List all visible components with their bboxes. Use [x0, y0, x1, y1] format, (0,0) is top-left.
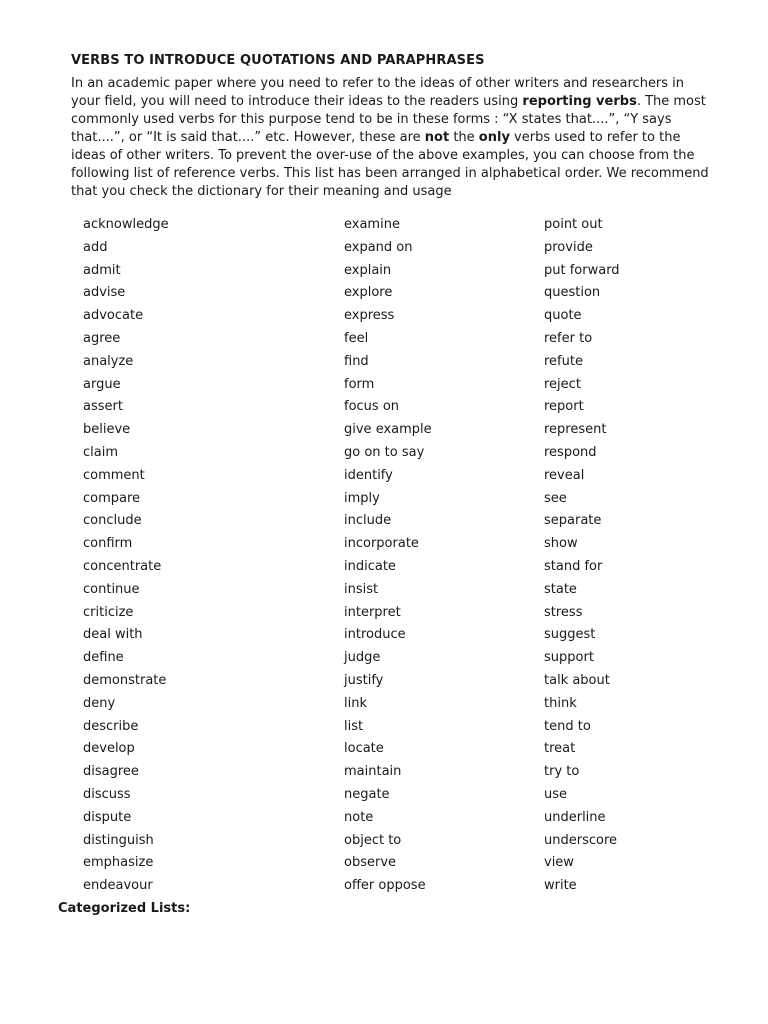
verb-item: dispute	[83, 809, 132, 825]
verb-item: explore	[344, 285, 393, 301]
intro-text-2: . The most commonly used verbs for this purpose tend to be in these forms : “X states that....”, “Y says that....”, or “It is said that....” etc. However, these are	[71, 94, 706, 145]
verb-item: identify	[344, 467, 393, 483]
verb-item: criticize	[83, 604, 134, 620]
verb-item: distinguish	[83, 832, 154, 848]
intro-bold-reporting-verbs: reporting verbs	[522, 94, 637, 109]
verb-item: question	[544, 285, 601, 301]
verb-item: list	[344, 718, 364, 734]
verb-item: express	[344, 308, 395, 324]
verb-item: imply	[344, 490, 380, 506]
intro-bold-not: not	[424, 130, 450, 145]
verb-item: point out	[544, 217, 603, 232]
verb-item: agree	[83, 330, 121, 346]
verb-item: develop	[83, 741, 135, 757]
verb-item: tend to	[544, 718, 591, 734]
verb-item: advise	[83, 285, 126, 301]
verb-item: treat	[544, 741, 576, 757]
verb-item: offer oppose	[344, 878, 426, 894]
verb-item: form	[344, 376, 375, 392]
verb-item: report	[544, 399, 584, 415]
intro-text-1: In an academic paper where you need to refer to the ideas of other writers and researchers in your field, you will need to introduce their ideas to the readers using	[71, 76, 685, 109]
intro-text-3: the	[449, 130, 479, 145]
verb-item: stress	[544, 604, 583, 620]
verb-item: confirm	[83, 536, 133, 552]
verb-item: observe	[344, 855, 397, 871]
verb-item: talk about	[544, 672, 610, 688]
verb-item: note	[344, 809, 374, 825]
verb-item: insist	[344, 581, 379, 597]
verb-item: separate	[544, 513, 602, 529]
verb-item: represent	[544, 422, 607, 438]
verb-item: disagree	[83, 764, 139, 780]
verb-item: endeavour	[83, 878, 153, 894]
verb-item: give example	[344, 422, 432, 438]
verb-column-3	[544, 214, 620, 898]
verb-item: reject	[544, 376, 581, 392]
verb-item: include	[344, 513, 392, 529]
categorized-lists-heading: Categorized Lists:	[58, 901, 191, 916]
verb-item: comment	[83, 467, 145, 483]
verb-item: stand for	[544, 558, 603, 574]
verb-column-2	[344, 214, 432, 898]
verb-item: introduce	[344, 627, 406, 643]
verb-item: examine	[344, 217, 400, 232]
verb-item: state	[544, 581, 577, 597]
intro-text-4: verbs used to refer to the ideas of other writers. To prevent the over-use of the above examples, you can choose from the following list of reference verbs. This list has been arranged in alphabetical order. We recommend that you check the dictionary for their meaning and usage	[71, 130, 709, 199]
verb-item: view	[544, 855, 574, 871]
verb-item: incorporate	[344, 536, 419, 552]
verb-item: try to	[544, 764, 580, 780]
verb-item: put forward	[544, 262, 620, 278]
verb-item: expand on	[344, 239, 413, 255]
verb-item: show	[544, 536, 578, 552]
verb-item: assert	[83, 399, 123, 415]
verb-item: object to	[344, 832, 402, 848]
document-title: VERBS TO INTRODUCE QUOTATIONS AND PARAPHRASES	[71, 53, 485, 68]
verb-item: maintain	[344, 764, 402, 780]
verb-item: claim	[83, 444, 119, 460]
verb-item: think	[544, 695, 577, 711]
verb-item: judge	[344, 650, 381, 666]
verb-item: provide	[544, 239, 593, 255]
verb-item: refer to	[544, 330, 593, 346]
verb-item: explain	[344, 262, 392, 278]
verb-item: underscore	[544, 832, 618, 848]
verb-item: use	[544, 786, 568, 802]
verb-item: believe	[83, 422, 131, 438]
verb-item: quote	[544, 308, 582, 324]
intro-bold-only: only	[478, 130, 510, 145]
verb-item: negate	[344, 786, 390, 802]
verb-item: define	[83, 650, 124, 666]
verb-item: indicate	[344, 558, 396, 574]
verb-item: link	[344, 695, 367, 711]
verb-item: emphasize	[83, 855, 154, 871]
verb-item: conclude	[83, 513, 142, 529]
verb-item: acknowledge	[83, 217, 169, 232]
verb-item: continue	[83, 581, 140, 597]
verb-item: interpret	[344, 604, 401, 620]
verb-item: advocate	[83, 308, 144, 324]
verb-item: see	[544, 490, 567, 506]
verb-item: feel	[344, 330, 369, 346]
verb-item: analyze	[83, 353, 134, 369]
verb-column-1	[83, 214, 169, 898]
verb-item: deal with	[83, 627, 143, 643]
verb-item: write	[544, 878, 577, 894]
verb-item: concentrate	[83, 558, 162, 574]
verb-item: deny	[83, 695, 116, 711]
verb-item: discuss	[83, 786, 131, 802]
verb-item: locate	[344, 741, 384, 757]
verb-item: find	[344, 353, 369, 369]
verb-item: focus on	[344, 399, 400, 415]
verb-item: compare	[83, 490, 141, 506]
verb-item: describe	[83, 718, 139, 734]
verb-item: go on to say	[344, 444, 425, 460]
verb-item: justify	[344, 672, 384, 688]
verb-item: add	[83, 239, 108, 255]
verb-item: suggest	[544, 627, 596, 643]
verb-item: admit	[83, 262, 121, 278]
verb-item: support	[544, 650, 594, 666]
verb-item: reveal	[544, 467, 585, 483]
verb-item: argue	[83, 376, 121, 392]
verb-item: refute	[544, 353, 583, 369]
verb-item: underline	[544, 809, 606, 825]
verb-item: demonstrate	[83, 672, 167, 688]
intro-paragraph	[71, 75, 711, 201]
verb-item: respond	[544, 444, 597, 460]
